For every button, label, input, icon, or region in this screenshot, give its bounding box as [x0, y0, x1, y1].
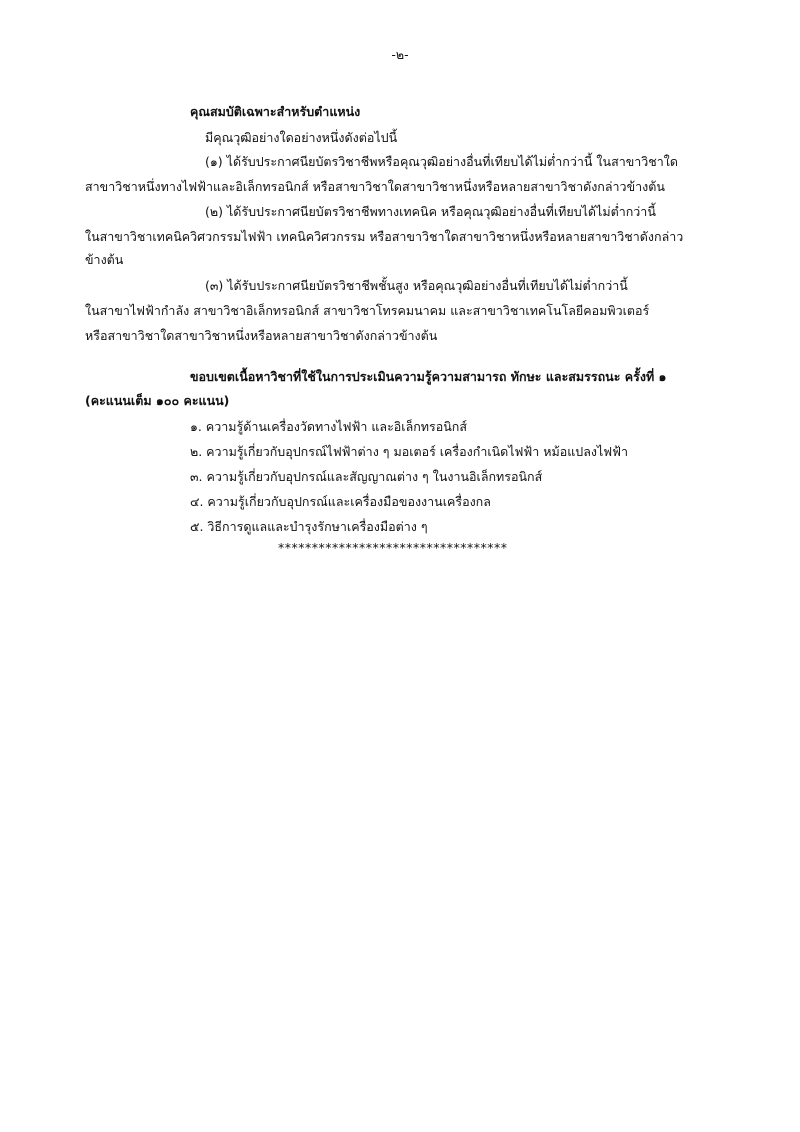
qualifications-intro: มีคุณวุฒิอย่างใดอย่างหนึ่งดังต่อไปนี้: [205, 130, 398, 145]
page-number: -๒-: [391, 47, 409, 62]
scope-item-3: ๓. ความรู้เกี่ยวกับอุปกรณ์และสัญญาณต่าง ๆ ในงานอิเล็กทรอนิกส์: [190, 469, 543, 484]
qualification-item-3-line-2: ในสาขาไฟฟ้ากำลัง สาขาวิชาอิเล็กทรอนิกส์ สาขาวิชาโทรคมนาคม และสาขาวิชาเทคโนโลยีคอมพิวเตอร์: [85, 303, 650, 318]
qualification-item-2-line-1: (๒) ได้รับประกาศนียบัตรวิชาชีพทางเทคนิค หรือคุณวุฒิอย่างอื่นที่เทียบได้ไม่ต่ำกว่านี้: [205, 204, 656, 219]
end-of-document-marker: **********************************: [278, 540, 508, 555]
qualification-item-3-line-3: หรือสาขาวิชาใดสาขาวิชาหนึ่งหรือหลายสาขาวิชาดังกล่าวข้างต้น: [85, 328, 438, 343]
qualifications-heading: คุณสมบัติเฉพาะสำหรับตำแหน่ง: [190, 104, 361, 119]
qualification-item-1-line-2: สาขาวิชาหนึ่งทางไฟฟ้าและอิเล็กทรอนิกส์ หรือสาขาวิชาใดสาขาวิชาหนึ่งหรือหลายสาขาวิชาดังกล่าวข้างต้น: [85, 179, 665, 194]
scope-heading-full-score: (คะแนนเต็ม ๑๐๐ คะแนน): [85, 393, 230, 408]
qualification-item-2-line-2: ในสาขาวิชาเทคนิควิศวกรรมไฟฟ้า เทคนิควิศวกรรม หรือสาขาวิชาใดสาขาวิชาหนึ่งหรือหลายสาขาวิชาดังกล่าว: [85, 229, 684, 244]
scope-item-4: ๔. ความรู้เกี่ยวกับอุปกรณ์และเครื่องมือของงานเครื่องกล: [190, 494, 491, 509]
scope-item-1: ๑. ความรู้ด้านเครื่องวัดทางไฟฟ้า และอิเล็กทรอนิกส์: [190, 419, 467, 434]
qualification-item-1-line-1: (๑) ได้รับประกาศนียบัตรวิชาชีพหรือคุณวุฒิอย่างอื่นที่เทียบได้ไม่ต่ำกว่านี้ ในสาขาวิชาใด: [205, 154, 679, 169]
scope-heading: ขอบเขตเนื้อหาวิชาที่ใช้ในการประเมินความรู้ความสามารถ ทักษะ และสมรรถนะ ครั้งที่ ๑: [190, 369, 667, 384]
qualification-item-3-line-1: (๓) ได้รับประกาศนียบัตรวิชาชีพชั้นสูง หรือคุณวุฒิอย่างอื่นที่เทียบได้ไม่ต่ำกว่านี้: [205, 278, 628, 293]
scope-item-5: ๕. วิธีการดูแลและบำรุงรักษาเครื่องมือต่าง ๆ: [190, 519, 428, 534]
scope-item-2: ๒. ความรู้เกี่ยวกับอุปกรณ์ไฟฟ้าต่าง ๆ มอเตอร์ เครื่องกำเนิดไฟฟ้า หม้อแปลงไฟฟ้า: [190, 444, 628, 459]
qualification-item-2-line-3: ข้างต้น: [85, 252, 124, 267]
